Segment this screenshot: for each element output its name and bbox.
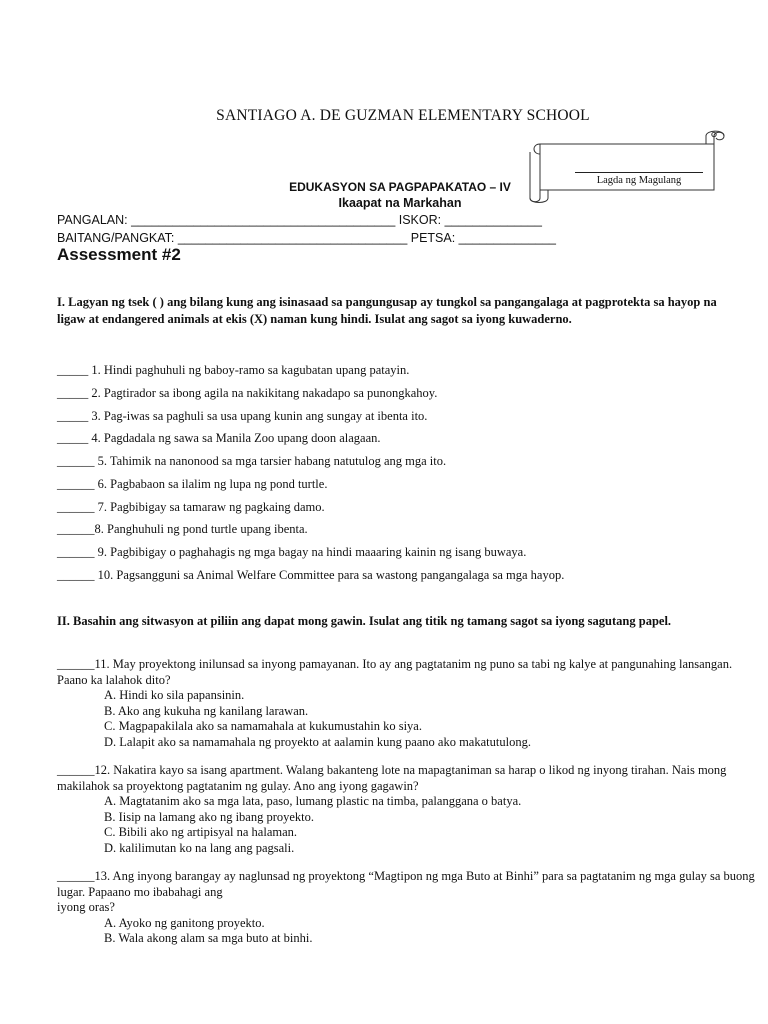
choice-c: C. Bibili ako ng artipisyal na halaman. (104, 825, 298, 839)
list-item: _____ 1. Hindi paghuhuli ng baboy-ramo sa kagubatan upang patayin. (57, 363, 410, 377)
choice-b: B. Iisip na lamang ako ng ibang proyekto. (104, 809, 315, 824)
part1-instruction: I. Lagyan ng tsek ( ) ang bilang kung ang isinasaad sa pangungusap ay tungkol sa pangangalaga at pagprotekta sa hayop na ligaw at endangered animals at ekis (X) naman kung hindi. Isulat ang sagot sa iyong kuwaderno. (57, 295, 717, 326)
choice-a: A. Ayoko ng ganitong proyekto. (104, 915, 265, 930)
assessment-title: Assessment #2 (57, 245, 181, 264)
list-item: ______ 5. Tahimik na nanonood sa mga tarsier habang natutulog ang mga ito. (57, 454, 447, 468)
choice-b: B. Wala akong alam sa mga buto at binhi. (104, 931, 313, 945)
choice-d: D. kalilimutan ko na lang ang pagsali. (104, 840, 295, 855)
signature-line (575, 172, 703, 173)
signature-label: Lagda ng Magulang (596, 175, 682, 186)
choice-d: D. Lalapit ako sa namamahala ng proyekto at aalamin kung paano ako makatutulong. (104, 734, 531, 749)
question-text: ______11. May proyektong inilunsad sa inyong pamayanan. Ito ay ang pagtatanim ng puno sa tabi ng kalye at pangunahing lansangan. Paano ka lalahok dito? (57, 657, 733, 687)
subject-title: EDUKASYON SA PAGPAPAKATAO – IV (289, 180, 511, 194)
list-item: ______ 7. Pagbibigay sa tamaraw ng pagkaing damo. (57, 500, 325, 514)
list-item: _____ 4. Pagdadala ng sawa sa Manila Zoo upang doon alagaan. (57, 431, 381, 445)
list-item: ______ 9. Pagbibigay o paghahagis ng mga bagay na hindi maaaring kainin ng isang buwaya. (57, 545, 527, 559)
question-text: ______13. Ang inyong barangay ay naglunsad ng proyektong “Magtipon ng mga Buto at Binhi” para sa pagtatanim ng mga gulay sa buong lugar. Papaano mo ibabahagi ang (57, 869, 755, 899)
list-item: _____ 3. Pag-iwas sa paghuli sa usa upang kunin ang sungay at ibenta ito. (57, 409, 428, 423)
question-12 (57, 763, 757, 856)
choice-a: A. Hindi ko sila papansinin. (104, 688, 245, 702)
question-13 (57, 869, 757, 947)
grade-date-line: BAITANG/PANGKAT: _________________________________ PETSA: ______________ (57, 231, 556, 245)
choice-b: B. Ako ang kukuha ng kanilang larawan. (104, 703, 309, 718)
choice-a: A. Magtatanim ako sa mga lata, paso, lumang plastic na timba, palanggana o batya. (104, 794, 522, 808)
list-item: ______8. Panghuhuli ng pond turtle upang ibenta. (57, 522, 308, 536)
quarter-title: Ikaapat na Markahan (338, 196, 462, 210)
part2-instruction: II. Basahin ang sitwasyon at piliin ang dapat mong gawin. Isulat ang titik ng tamang sagot sa iyong sagutang papel. (57, 614, 672, 628)
choice-c: C. Magpapakilala ako sa namamahala at kukumustahin ko siya. (104, 719, 422, 733)
question-text-continued: iyong oras? (57, 900, 115, 914)
list-item: _____ 2. Pagtirador sa ibong agila na nakikitang nakadapo sa punongkahoy. (57, 386, 438, 400)
list-item: ______ 10. Pagsangguni sa Animal Welfare Committee para sa wastong pangangalaga sa mga hayop. (57, 568, 565, 582)
school-name: SANTIAGO A. DE GUZMAN ELEMENTARY SCHOOL (216, 107, 590, 124)
name-score-line: PANGALAN: ______________________________________ ISKOR: ______________ (57, 213, 542, 227)
list-item: ______ 6. Pagbabaon sa ilalim ng lupa ng pond turtle. (57, 477, 328, 491)
question-text: ______12. Nakatira kayo sa isang apartment. Walang bakanteng lote na mapagtaniman sa harap o likod ng inyong tirahan. Nais mong makilahok sa proyektong pagtatanim ng gulay. Ano ang iyong gagawin? (57, 763, 727, 793)
question-11 (57, 657, 757, 750)
